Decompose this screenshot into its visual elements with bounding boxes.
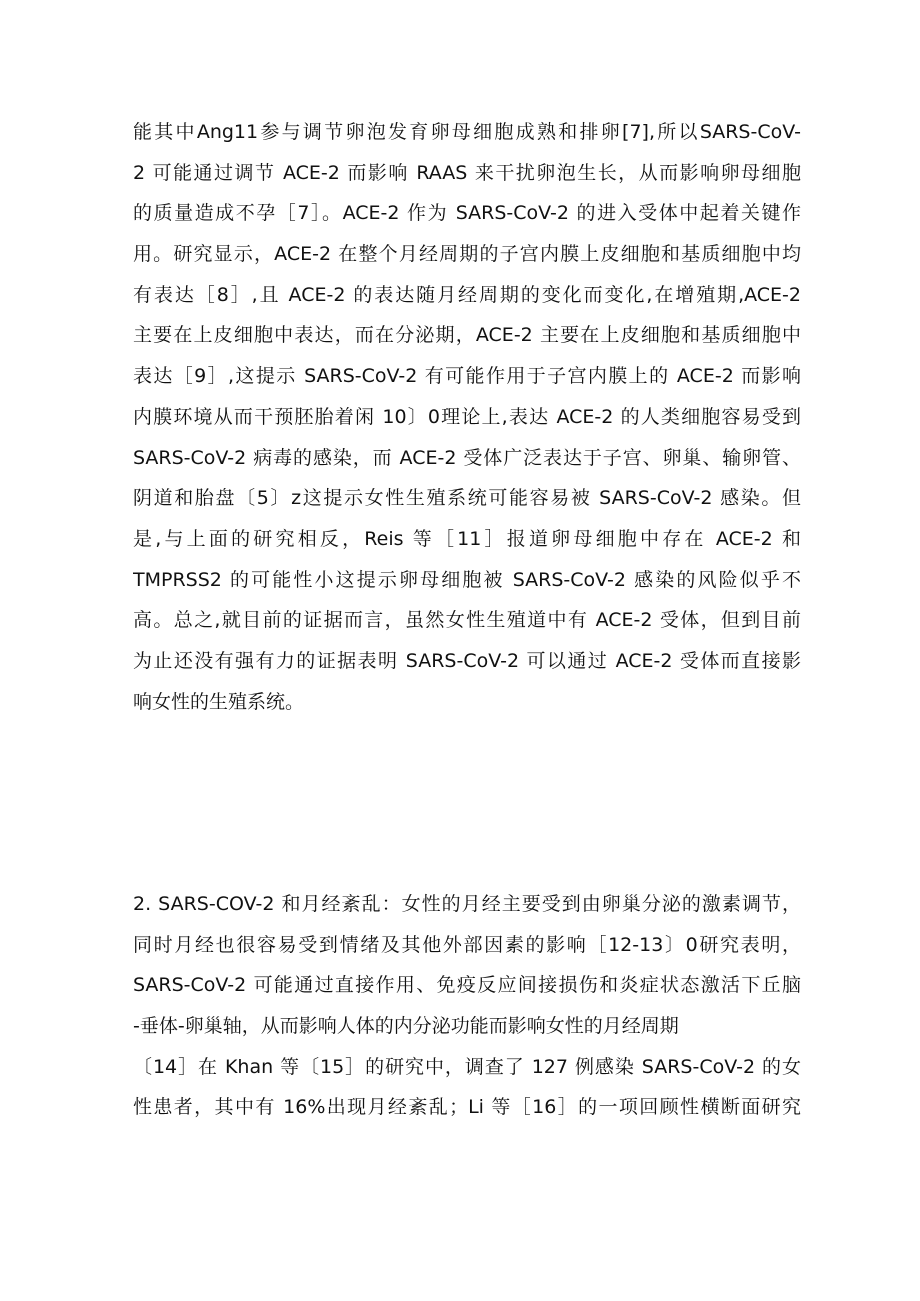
text-line: SARS-CoV-2 可能通过直接作用、免疫反应间接损伤和炎症状态激活下丘脑 xyxy=(133,974,801,997)
text-line: TMPRSS2 的可能性小这提示卵母细胞被 SARS-CoV-2 感染的风险似乎不 xyxy=(133,568,801,591)
text-line: 内膜环境从而干预胚胎着闲 10〕0理论上,表达 ACE-2 的人类细胞容易受到 xyxy=(133,405,801,428)
text-line: 的质量造成不孕［7］。ACE-2 作为 SARS-CoV-2 的进入受体中起着关键作 xyxy=(133,202,801,225)
text-line: 2. SARS-COV-2 和月经紊乱：女性的月经主要受到由卵巢分泌的激素调节， xyxy=(133,893,801,915)
paragraph-menstrual-disorders xyxy=(133,884,801,1128)
text-line: 能其中Ang11参与调节卵泡发育卵母细胞成熟和排卵[7],所以SARS-CoV- xyxy=(133,121,801,143)
text-line: 为止还没有强有力的证据表明 SARS-CoV-2 可以通过 ACE-2 受体而直接影 xyxy=(133,649,801,672)
text-line: 用。研究显示，ACE-2 在整个月经周期的子宫内膜上皮细胞和基质细胞中均 xyxy=(133,243,801,266)
text-line-last: 响女性的生殖系统。 xyxy=(133,690,305,713)
text-line: 表达［9］,这提示 SARS-CoV-2 有可能作用于子宫内膜上的 ACE-2 而影响 xyxy=(133,365,801,388)
text-line: -垂体-卵巢轴，从而影响人体的内分泌功能而影响女性的月经周期 xyxy=(133,1015,679,1038)
text-line: 同时月经也很容易受到情绪及其他外部因素的影响［12-13〕0研究表明， xyxy=(133,933,801,956)
text-line: 高。总之,就目前的证据而言，虽然女性生殖道中有 ACE-2 受体，但到目前 xyxy=(133,609,801,632)
text-line: 〔14］在 Khan 等〔15］的研究中，调查了 127 例感染 SARS-CoV-2 的女 xyxy=(133,1055,801,1078)
text-line: SARS-CoV-2 病毒的感染，而 ACE-2 受体广泛表达于子宫、卵巢、输卵管、 xyxy=(133,446,801,469)
text-line: 有表达［8］,且 ACE-2 的表达随月经周期的变化而变化,在增殖期,ACE-2 xyxy=(133,283,801,306)
paragraph-ace2-reproduction xyxy=(133,112,801,722)
text-line: 阴道和胎盘〔5〕z这提示女性生殖系统可能容易被 SARS-CoV-2 感染。但 xyxy=(133,487,801,510)
text-line: 性患者，其中有 16%出现月经紊乱；Li 等［16］的一项回顾性横断面研究 xyxy=(133,1096,801,1119)
text-line: 2 可能通过调节 ACE-2 而影响 RAAS 来干扰卵泡生长，从而影响卵母细胞 xyxy=(133,161,801,184)
text-line: 主要在上皮细胞中表达，而在分泌期，ACE-2 主要在上皮细胞和基质细胞中 xyxy=(133,324,801,347)
text-line: 是,与上面的研究相反，Reis 等［11］报道卵母细胞中存在 ACE-2 和 xyxy=(133,527,801,550)
